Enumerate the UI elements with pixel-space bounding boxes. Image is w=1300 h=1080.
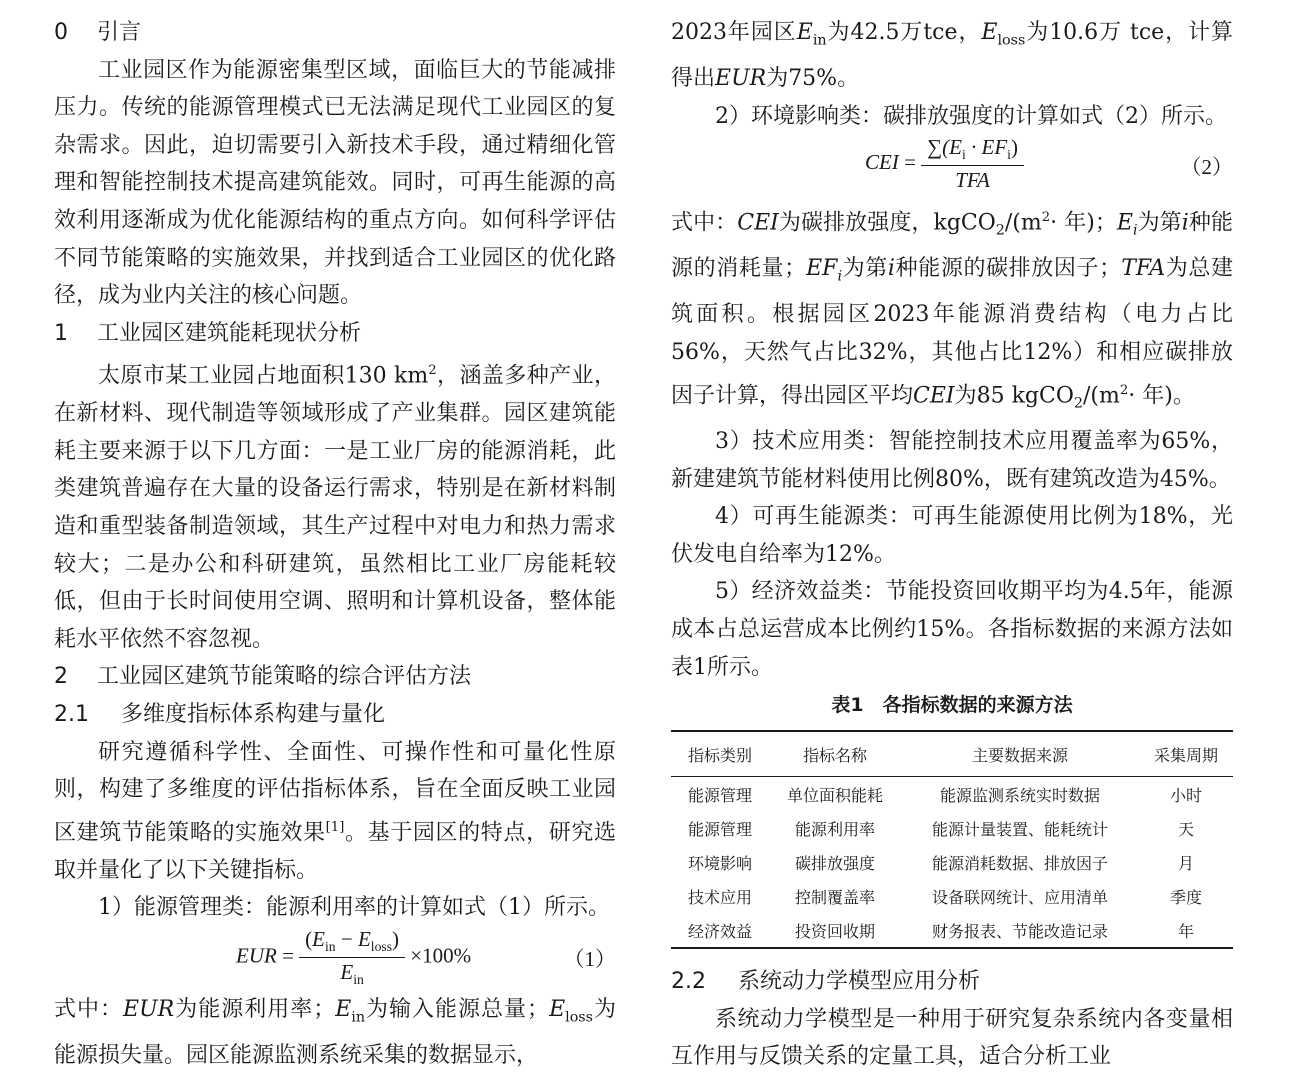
eq-equals: = [282,943,294,968]
table-cell: 财务报表、节能改造记录 [931,921,1108,941]
eq-fraction [299,927,405,988]
table-row [671,811,1233,845]
eq-numerator [921,135,1024,166]
subscript: loss [565,1009,593,1026]
section-number: 2.2 [671,969,706,995]
subscript: i [837,268,843,285]
text-run: 为75%。 [766,65,860,91]
math-var: TFA [1121,256,1166,282]
table-cell: 年 [1177,921,1194,941]
table-cell: 能源监测系统实时数据 [939,785,1100,805]
text-run: 为输入能源总量； [365,996,550,1022]
math-var: E [981,20,998,45]
item-3-paragraph: 3）技术应用类：智能控制技术应用覆盖率为65%，新建建筑节能材料使用比例80%，既有建筑改造为45%。 [671,428,1233,492]
text-run: 为42.5万tce， [826,20,982,45]
math-var: EUR [123,996,175,1022]
section-heading-1 [54,315,616,353]
text-run: 为第 [1137,210,1182,236]
left-column [54,14,616,1074]
table-header-cell: 指标名称 [802,745,867,765]
text-run: /(m [1004,210,1042,236]
text-run: · 年)； [1050,210,1117,236]
table-cell: 能源计量装置、能耗统计 [931,819,1108,839]
math-var: E [1116,210,1133,236]
table-cell: 单位面积能耗 [786,785,883,805]
eq-var: ∑(E [927,135,962,160]
eq-op: − [340,926,353,951]
table-cell: 月 [1177,853,1194,873]
subscript: loss [997,32,1026,49]
text-run: 研究遵循科学性、全面性、可操作性和可量化性原则，构建了多维度的评估指标体系，旨在全面反映工业园区建筑节能策略的实施效果 [54,739,616,846]
eq-times: ×100% [410,943,472,968]
eq-sub: in [325,939,336,955]
table-header-cell: 采集周期 [1153,745,1218,765]
subscript: in [351,1009,366,1026]
table-row [671,777,1233,812]
table-cell: 环境影响 [687,853,752,873]
eq-var: · EF [965,135,1008,160]
section-number: 2.1 [54,702,89,728]
spacer [671,949,1233,963]
superscript: 2 [428,363,437,379]
table-caption: 表1 各指标数据的来源方法 [831,694,1073,717]
sd-paragraph: 系统动力学模型是一种用于研究复杂系统内各变量相互作用与反馈关系的定量工具，适合分析工业 [671,1006,1233,1070]
section-title: 系统动力学模型应用分析 [738,969,981,995]
eq-fraction [921,135,1024,193]
text-run: 式中： [671,210,738,236]
section-number: 2 [54,664,68,690]
text-run: 为能源损失量。园区能源监测系统采集的数据显示， [54,996,616,1068]
math-var: EUR [715,65,767,91]
item-1-paragraph: 1）能源管理类：能源利用率的计算如式（1）所示。 [98,895,610,921]
text-run: 种能源的碳排放因子； [894,256,1122,282]
table-cell: 季度 [1169,887,1202,907]
math-var: CEI [737,210,779,236]
equation-1-formula [236,927,471,988]
table-cell: 控制覆盖率 [794,887,875,907]
text-run: 为85 kgCO [954,382,1074,408]
math-var: CEI [913,382,955,408]
citation-ref[interactable]: [1] [325,819,345,835]
item-5-paragraph: 5）经济效益类：节能投资回收期平均为4.5年，能源成本占总运营成本比例约15%。各指标数据的来源方法如表1所示。 [671,579,1233,680]
eq-sub: in [353,972,364,988]
text-run: · 年)。 [1128,382,1195,408]
subscript: 2 [995,222,1005,239]
table-cell: 天 [1177,819,1194,839]
table-cell: 能源消耗数据、排放因子 [931,853,1108,873]
text-run: /(m [1083,382,1120,408]
math-var: E [335,996,352,1022]
item-2-paragraph: 2）环境影响类：碳排放强度的计算如式（2）所示。 [715,103,1227,129]
eq-var: E [312,926,325,951]
table-header-cell: 指标类别 [687,745,752,765]
table-row [671,879,1233,913]
text-run: 为10.6万 tce，计算得出 [671,20,1233,91]
text-run: 。基于园区的特点，研究选取并量化了以下关键指标。 [54,820,616,883]
status-paragraph [54,352,616,658]
table-cell: 设备联网统计、应用清单 [931,887,1108,907]
intro-paragraph: 工业园区作为能源密集型区域，面临巨大的节能减排压力。传统的能源管理模式已无法满足现代工业园区的复杂需求。因此，迫切需要引入新技术手段，通过精细化管理和智能控制技术提高建筑能效。同时，可再生能源的高效利用逐渐成为优化能源结构的重点方向。如何科学评估不同节能策略的实施效果，并找到适合工业园区的优化路径，成为业内关注的核心问题。 [54,57,616,309]
table-cell: 能源管理 [687,819,752,839]
text-run: 为碳排放强度，kgCO [778,210,996,236]
text-run: 太原市某工业园占地面积130 km [98,363,429,389]
subsection-heading-2-2 [671,963,1233,1001]
superscript: 2 [1119,382,1129,398]
text-run: 为第 [842,256,888,282]
eq-equals: = [904,150,916,175]
text-run: 为总建筑面积。根据园区2023年能源消费结构（电力占比56%，天然气占比32%，其他占比12%）和相应碳排放因子计算，得出园区平均 [671,256,1233,408]
section-title: 引言 [97,20,142,45]
table-cell: 小时 [1169,785,1202,805]
equation-number: （1） [563,946,616,971]
section-heading-0 [54,14,616,52]
math-var: EF [806,256,838,282]
eq-numerator: $(E_{in} - E_{loss})$ [299,927,405,958]
subscript: in [812,32,827,49]
equation-2-formula [865,135,1024,193]
table-cell: 投资回收期 [794,921,875,941]
text-run: 式中： [54,996,124,1022]
equation-2 [671,135,1233,199]
eq-var: E [340,960,354,985]
text-run: 为能源利用率； [174,996,336,1022]
data-source-table [671,730,1233,949]
table-row [671,845,1233,879]
table-cell: 技术应用 [687,887,752,907]
table-cell: 经济效益 [687,921,752,941]
text-run: ，涵盖多种产业，在新材料、现代制造等领域形成了产业集群。园区建筑能耗主要来源于以下几方面：一是工业厂房的能源消耗，此类建筑普遍存在大量的设备运行需求，特别是在新材料制造和重型装备制造领域，其生产过程中对电力和热力需求较大；二是办公和科研建筑，虽然相比工业厂房能耗较低，但由于长时间使用空调、照明和计算机设备，整体能耗水平依然不容忽视。 [54,363,616,652]
eq-lhs: EUR [236,943,277,968]
equation-number: （2） [1180,155,1233,180]
subsection-heading-2-1 [54,696,616,734]
method-paragraph [54,734,616,890]
math-var: E [549,996,566,1022]
math-var: E [796,20,813,45]
right-column [671,14,1233,1076]
table-header-cell: 主要数据来源 [971,745,1068,765]
item-4-paragraph: 4）可再生能源类：可再生能源使用比例为18%，光伏发电自给率为12%。 [671,504,1233,567]
subscript: i [1132,222,1138,239]
section-title: 多维度指标体系构建与量化 [121,702,386,728]
section-title: 工业园区建筑节能策略的综合评估方法 [97,664,472,690]
eq-paren: ) [1010,135,1018,160]
text-run: 2023年园区 [671,20,797,45]
table-cell: 碳排放强度 [794,853,875,873]
text-run: 种能源的消耗量； [671,210,1233,282]
table-row [671,913,1233,948]
table-cell: 能源管理 [687,785,752,805]
subscript: 2 [1073,395,1083,412]
section-number: 0 [54,20,68,45]
eq-var: E [357,926,371,951]
eq-lhs: CEI [865,150,899,175]
section-heading-2 [54,658,616,696]
eq-sub: i [1007,147,1011,163]
eq-denominator: TFA [955,168,990,193]
superscript: 2 [1041,210,1051,226]
eq1-where-paragraph [54,991,616,1075]
table-header-row [671,731,1233,777]
section-title: 工业园区建筑能耗现状分析 [97,320,362,346]
eq2-where-paragraph [671,199,1233,423]
section-number: 1 [54,320,68,346]
eq-sub: loss [370,939,393,955]
continued-paragraph [671,14,1233,98]
math-var: i [1181,210,1189,236]
table-cell: 能源利用率 [794,819,875,839]
math-var: i [887,256,895,282]
eq-denominator [299,958,405,988]
equation-1 [54,927,616,991]
eq-sub: i [961,147,966,163]
